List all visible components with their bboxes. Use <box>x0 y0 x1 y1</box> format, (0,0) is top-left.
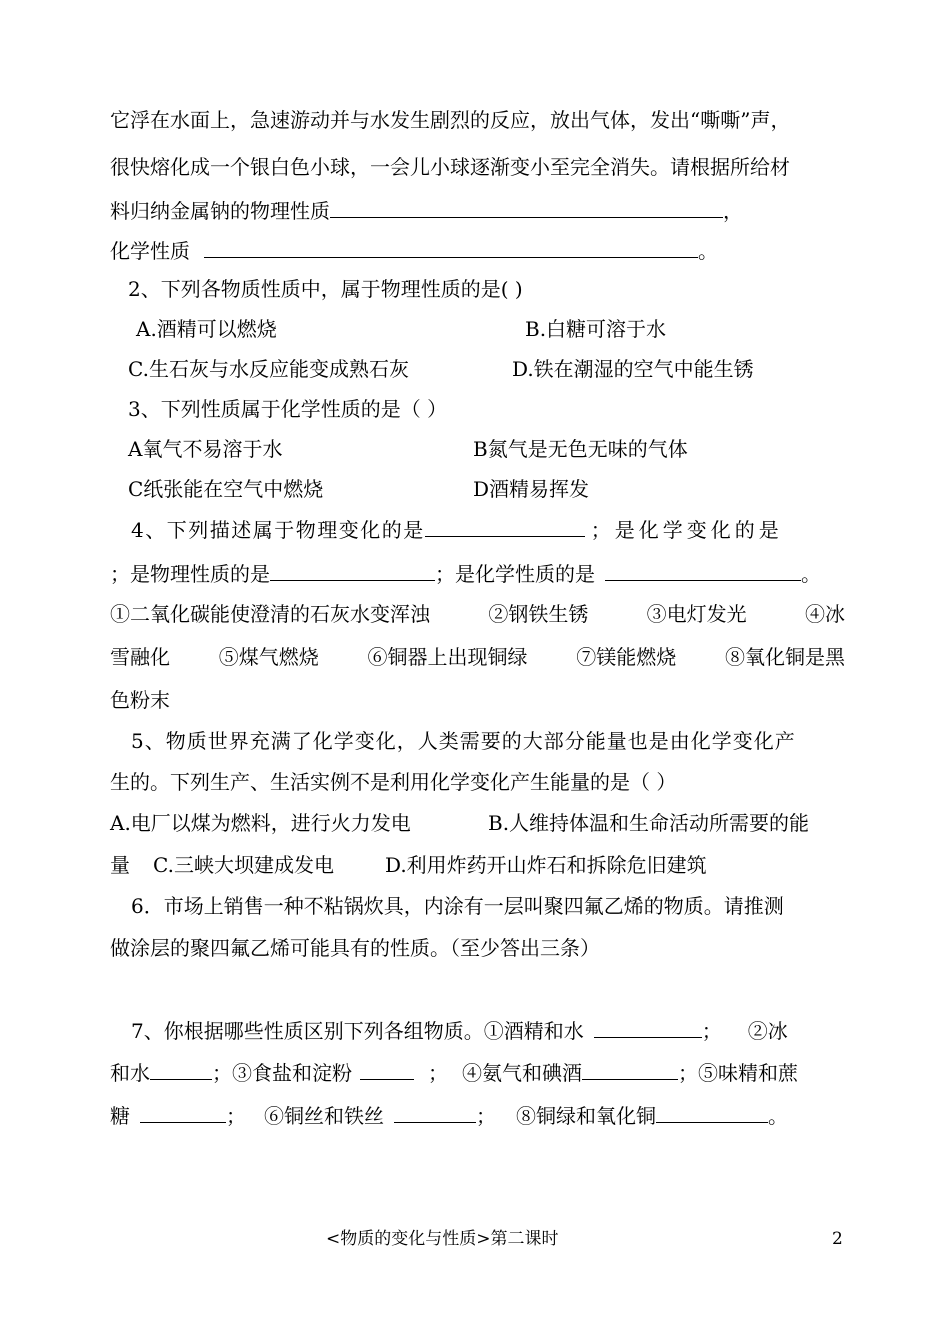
q5-option-d: D.利用炸药开山炸石和拆除危旧建筑 <box>385 853 707 877</box>
q7-verdigris-oxide-blank[interactable] <box>656 1102 768 1123</box>
chemical-property-label: 化学性质 <box>110 239 190 263</box>
q5-line2: 生的。下列生产、生活实例不是利用化学变化产生能量的是（ ） <box>110 770 677 794</box>
q7-msg-sugar-blank[interactable] <box>140 1102 226 1123</box>
para1-line2: 很快熔化成一个银白色小球，一会儿小球逐渐变小至完全消失。请根据所给材 <box>110 155 790 179</box>
q4-items-line3: 色粉末 <box>110 688 170 712</box>
q5-option-c: C.三峡大坝建成发电 <box>153 853 334 877</box>
q4-item-2: ②钢铁生锈 <box>488 602 589 626</box>
q4-item-8: ⑧氧化铜是黑 <box>725 645 845 669</box>
q5-option-b: B.人维持体温和生命活动所需要的能 <box>488 811 810 835</box>
q7-alcohol-water-blank[interactable] <box>594 1017 702 1038</box>
q4-physical-property-blank[interactable] <box>270 560 435 581</box>
q4-items-line1 <box>110 602 845 626</box>
q4-item-6: ⑥铜器上出现铜绿 <box>367 645 528 669</box>
q7-ice-water-blank[interactable] <box>150 1059 212 1080</box>
q4-item-4-cont: 雪融化 <box>110 645 170 669</box>
q3-option-b: B氮气是无色无味的气体 <box>473 437 688 461</box>
q4-physical-change-label: 4、下列描述属于物理变化的是 <box>131 518 425 542</box>
q5-line1: 5、物质世界充满了化学变化，人类需要的大部分能量也是由化学变化产 <box>131 729 796 753</box>
q7-salt-starch-blank[interactable] <box>360 1059 414 1080</box>
q2-stem: 2、下列各物质性质中，属于物理性质的是( ) <box>128 277 523 301</box>
q6-line2: 做涂层的聚四氟乙烯可能具有的性质。（至少答出三条） <box>110 936 600 960</box>
q6-line1: 6．市场上销售一种不粘锅炊具，内涂有一层叫聚四氟乙烯的物质。请推测 <box>131 894 784 918</box>
chemical-property-blank[interactable] <box>204 237 698 258</box>
q4-physical-change-blank[interactable] <box>425 516 585 537</box>
page-number: 2 <box>832 1229 843 1249</box>
q7-line1: 7、你根据哪些性质区别下列各组物质。①酒精和水 ； ②冰 <box>131 1019 788 1043</box>
physical-property-label: 料归纳金属钠的物理性质 <box>110 199 330 223</box>
q5-option-a: A.电厂以煤为燃料，进行火力发电 <box>110 811 411 835</box>
q3-option-c: C纸张能在空气中燃烧 <box>128 477 324 501</box>
q4-item-5: ⑤煤气燃烧 <box>218 645 319 669</box>
q2-option-c: C.生石灰与水反应能变成熟石灰 <box>128 357 409 381</box>
q4-item-7: ⑦镁能燃烧 <box>576 645 677 669</box>
q2-option-a: A.酒精可以燃烧 <box>136 317 277 341</box>
q7-line3: 糖 ； ⑥铜丝和铁丝 ； ⑧铜绿和氧化铜 。 <box>110 1104 788 1128</box>
q7-copper-iron-blank[interactable] <box>394 1102 476 1123</box>
q4-item-1: ①二氧化碳能使澄清的石灰水变浑浊 <box>110 602 430 626</box>
q7-ammonia-iodine-blank[interactable] <box>582 1059 678 1080</box>
para1-line1: 它浮在水面上，急速游动并与水发生剧烈的反应，放出气体，发出“嘶嘶”声， <box>110 108 791 132</box>
para1-line4: 化学性质 。 <box>110 239 718 263</box>
q7-line2: 和水 ；③食盐和淀粉 ； ④氨气和碘酒 ；⑤味精和蔗 <box>110 1061 798 1085</box>
q4-line2: ；是物理性质的是 ；是化学性质的是 。 <box>110 562 821 586</box>
q4-item-3: ③电灯发光 <box>646 602 747 626</box>
q2-option-d: D.铁在潮湿的空气中能生锈 <box>512 357 754 381</box>
physical-property-blank[interactable] <box>330 197 723 218</box>
q4-items-line2 <box>110 645 845 669</box>
footer-title: <物质的变化与性质>第二课时 <box>326 1229 559 1249</box>
q3-stem: 3、下列性质属于化学性质的是（ ） <box>128 397 448 421</box>
q3-option-a: A氧气不易溶于水 <box>128 437 283 461</box>
q5-option-b-cont: 量 <box>110 853 130 877</box>
q3-option-d: D酒精易挥发 <box>473 477 590 501</box>
q2-option-b: B.白糖可溶于水 <box>525 317 667 341</box>
para1-line3: 料归纳金属钠的物理性质 ， <box>110 199 743 223</box>
q4-item-4: ④冰 <box>804 602 845 626</box>
q4-line1: 4、下列描述属于物理变化的是 ；是化学变化的是 <box>131 518 783 542</box>
q4-chemical-property-blank[interactable] <box>605 560 801 581</box>
